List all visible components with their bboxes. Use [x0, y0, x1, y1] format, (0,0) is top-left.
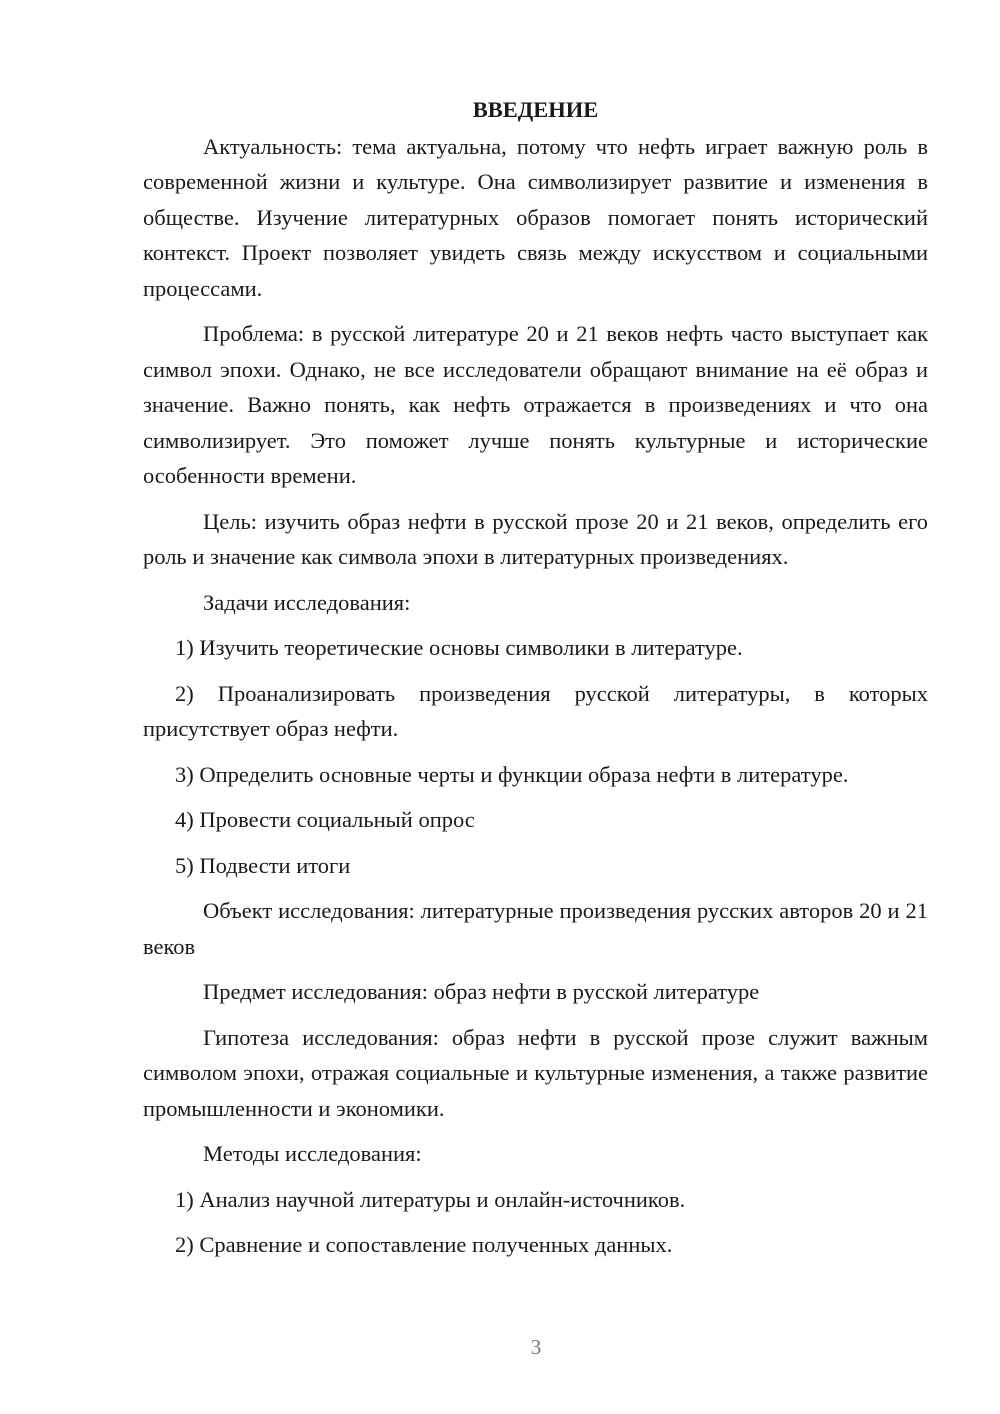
section-heading: ВВЕДЕНИЕ — [472, 97, 599, 122]
relevance-paragraph: Актуальность: тема актуальна, потому что нефть играет важную роль в современной жизни и культуре. Она символизирует развитие и изменения в обществе. Изучение литературных образов помогает понять исторический контекст. Проект позволяет увидеть связь между искусством и социальными процессами. — [143, 133, 928, 301]
method-item-2: 2) Сравнение и сопоставление полученных данных. — [175, 1232, 673, 1257]
problem-paragraph: Проблема: в русской литературе 20 и 21 веков нефть часто выступает как символ эпохи. Однако, не все исследователи обращают внимание на её образ и значение. Важно понять, как нефть отражается в произведениях и что она символизирует. Это поможет лучше понять культурные и исторические особенности времени. — [143, 321, 928, 488]
task-item-3: 3) Определить основные черты и функции образа нефти в литературе. — [175, 761, 849, 787]
tasks-heading: Задачи исследования: — [203, 589, 411, 615]
task-item-5: 5) Подвести итоги — [175, 852, 351, 878]
task-item-4: 4) Провести социальный опрос — [175, 807, 475, 832]
task-item-1: 1) Изучить теоретические основы символики в литературе. — [175, 635, 743, 660]
task-item-2: 2) Проанализировать произведения русской литературы, в которых присутствует образ нефти. — [143, 680, 928, 741]
methods-heading: Методы исследования: — [203, 1141, 422, 1166]
goal-paragraph: Цель: изучить образ нефти в русской прозе 20 и 21 веков, определить его роль и значение как символа эпохи в литературных произведениях. — [143, 508, 928, 569]
method-item-1: 1) Анализ научной литературы и онлайн-источников. — [175, 1186, 686, 1212]
document-body — [143, 92, 928, 1273]
page-number: 3 — [530, 1335, 542, 1359]
hypothesis-paragraph: Гипотеза исследования: образ нефти в русской прозе служит важным символом эпохи, отражая социальные и культурные изменения, а также развитие промышленности и экономики. — [143, 1024, 928, 1121]
subject-paragraph: Предмет исследования: образ нефти в русской литературе — [203, 979, 760, 1004]
object-paragraph: Объект исследования: литературные произведения русских авторов 20 и 21 веков — [143, 898, 928, 959]
